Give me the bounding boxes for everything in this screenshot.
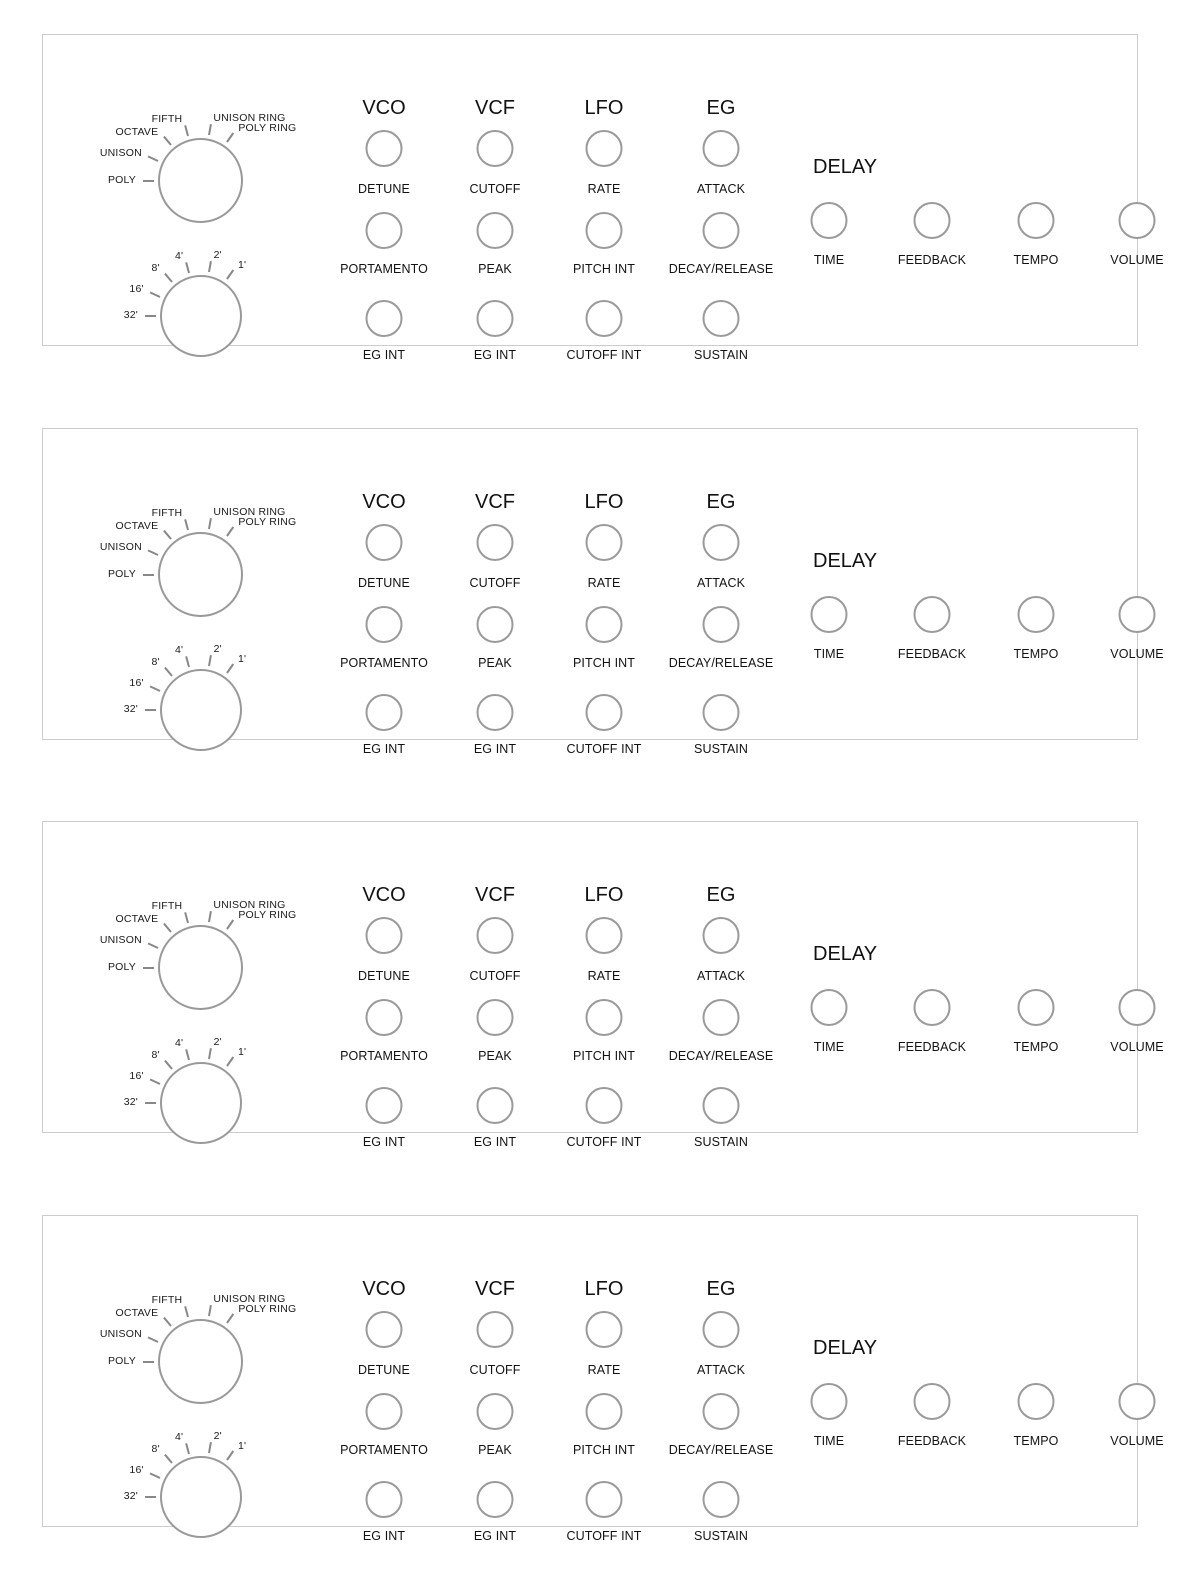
knob-vcf-cutoff[interactable] bbox=[477, 130, 514, 167]
knob-eg-decay-release[interactable] bbox=[703, 1393, 740, 1430]
knob-label-cutoff: CUTOFF bbox=[469, 1363, 521, 1377]
synth-panel bbox=[42, 1215, 1164, 1543]
knob-lfo-rate[interactable] bbox=[586, 524, 623, 561]
knob-label-cutoff: CUTOFF bbox=[469, 182, 521, 196]
knob-label-cutoff-int: CUTOFF INT bbox=[566, 1529, 642, 1543]
section-title-vcf: VCF bbox=[475, 97, 515, 119]
knob-lfo-rate[interactable] bbox=[586, 917, 623, 954]
octave-selector-label: 16' bbox=[129, 283, 144, 296]
octave-selector-tick-0 bbox=[145, 1102, 156, 1104]
knob-label-attack: ATTACK bbox=[696, 576, 746, 590]
knob-label-eg-int: EG INT bbox=[473, 1529, 517, 1543]
section-title-delay: DELAY bbox=[813, 1337, 878, 1359]
knob-eg-decay-release[interactable] bbox=[703, 606, 740, 643]
octave-selector-label: 2' bbox=[213, 642, 222, 655]
octave-selector-tick-0 bbox=[145, 709, 156, 711]
knob-vcf-peak[interactable] bbox=[477, 212, 514, 249]
knob-label-decay-release: DECAY/RELEASE bbox=[668, 1443, 774, 1457]
knob-vcf-eg-int[interactable] bbox=[477, 694, 514, 731]
knob-delay-time[interactable] bbox=[811, 202, 848, 239]
octave-selector-tick-1 bbox=[150, 1472, 161, 1478]
knob-label-pitch-int: PITCH INT bbox=[572, 1049, 636, 1063]
knob-delay-feedback[interactable] bbox=[914, 989, 951, 1026]
knob-label-delay-feedback: FEEDBACK bbox=[897, 1434, 967, 1448]
knob-label-pitch-int: PITCH INT bbox=[572, 1443, 636, 1457]
knob-label-portamento: PORTAMENTO bbox=[340, 1443, 428, 1457]
knob-label-cutoff-int: CUTOFF INT bbox=[566, 742, 642, 756]
octave-selector-group[interactable] bbox=[43, 35, 323, 347]
section-title-delay: DELAY bbox=[813, 943, 878, 965]
octave-selector-label: 32' bbox=[123, 1490, 138, 1502]
octave-selector-tick-5 bbox=[226, 270, 234, 280]
knob-lfo-cutoff-int[interactable] bbox=[586, 1087, 623, 1124]
knob-vcf-cutoff[interactable] bbox=[477, 1311, 514, 1348]
knob-label-portamento: PORTAMENTO bbox=[340, 262, 428, 276]
octave-selector-tick-3 bbox=[186, 1049, 191, 1060]
octave-selector-tick-1 bbox=[150, 685, 161, 691]
knob-lfo-cutoff-int[interactable] bbox=[586, 300, 623, 337]
octave-selector-label: 8' bbox=[151, 656, 160, 669]
voice-mode-selector-label: UNISON bbox=[99, 1328, 142, 1341]
octave-selector-label: 32' bbox=[123, 309, 138, 321]
knob-label-detune: DETUNE bbox=[358, 182, 410, 196]
octave-selector-group[interactable] bbox=[43, 822, 323, 1134]
knob-label-peak: PEAK bbox=[478, 1443, 512, 1457]
voice-mode-selector-label: POLY RING bbox=[238, 1303, 297, 1316]
section-title-vco: VCO bbox=[362, 1278, 406, 1300]
knob-label-peak: PEAK bbox=[478, 262, 512, 276]
voice-mode-selector-label: FIFTH bbox=[151, 113, 183, 126]
octave-selector-label: 1' bbox=[237, 259, 247, 272]
voice-mode-selector-label: FIFTH bbox=[151, 1294, 183, 1307]
knob-lfo-rate[interactable] bbox=[586, 1311, 623, 1348]
voice-mode-selector-label: POLY bbox=[107, 567, 136, 580]
knob-label-decay-release: DECAY/RELEASE bbox=[668, 1049, 774, 1063]
section-title-eg: EG bbox=[706, 884, 736, 906]
voice-mode-selector-label: UNISON RING bbox=[213, 111, 286, 124]
knob-label-sustain: SUSTAIN bbox=[694, 742, 748, 756]
knob-label-delay-feedback: FEEDBACK bbox=[897, 647, 967, 661]
knob-vco-eg-int[interactable] bbox=[366, 694, 403, 731]
knob-delay-feedback[interactable] bbox=[914, 202, 951, 239]
knob-vco-portamento[interactable] bbox=[366, 212, 403, 249]
octave-selector-dial[interactable] bbox=[160, 669, 242, 751]
knob-vcf-cutoff[interactable] bbox=[477, 917, 514, 954]
knob-label-eg-int: EG INT bbox=[362, 742, 406, 756]
section-title-delay: DELAY bbox=[813, 550, 878, 572]
knob-vcf-eg-int[interactable] bbox=[477, 1087, 514, 1124]
octave-selector-group[interactable] bbox=[43, 1216, 323, 1528]
knob-label-delay-tempo: TEMPO bbox=[1013, 253, 1059, 267]
section-title-eg: EG bbox=[706, 97, 736, 119]
knob-label-sustain: SUSTAIN bbox=[694, 1529, 748, 1543]
section-title-lfo: LFO bbox=[584, 97, 624, 119]
voice-mode-selector-label: POLY RING bbox=[238, 516, 297, 529]
octave-selector-tick-0 bbox=[145, 1496, 156, 1498]
octave-selector-label: 4' bbox=[174, 1431, 184, 1444]
knob-label-pitch-int: PITCH INT bbox=[572, 262, 636, 276]
knob-label-rate: RATE bbox=[587, 182, 621, 196]
knob-delay-feedback[interactable] bbox=[914, 596, 951, 633]
octave-selector-group[interactable] bbox=[43, 429, 323, 741]
section-title-vco: VCO bbox=[362, 491, 406, 513]
knob-label-attack: ATTACK bbox=[696, 969, 746, 983]
knob-label-delay-volume: VOLUME bbox=[1110, 1434, 1164, 1448]
knob-label-rate: RATE bbox=[587, 1363, 621, 1377]
knob-vcf-peak[interactable] bbox=[477, 999, 514, 1036]
knob-eg-attack[interactable] bbox=[703, 130, 740, 167]
knob-lfo-rate[interactable] bbox=[586, 130, 623, 167]
knob-label-portamento: PORTAMENTO bbox=[340, 1049, 428, 1063]
knob-label-detune: DETUNE bbox=[358, 576, 410, 590]
knob-label-delay-feedback: FEEDBACK bbox=[897, 253, 967, 267]
knob-vco-detune[interactable] bbox=[366, 130, 403, 167]
knob-label-eg-int: EG INT bbox=[362, 348, 406, 362]
section-title-eg: EG bbox=[706, 1278, 736, 1300]
voice-mode-selector-label: FIFTH bbox=[151, 507, 183, 520]
octave-selector-label: 1' bbox=[237, 653, 247, 666]
knob-eg-attack[interactable] bbox=[703, 1311, 740, 1348]
octave-selector-dial[interactable] bbox=[160, 275, 242, 357]
knob-delay-time[interactable] bbox=[811, 596, 848, 633]
voice-mode-selector-label: UNISON RING bbox=[213, 505, 286, 518]
knob-label-detune: DETUNE bbox=[358, 969, 410, 983]
octave-selector-tick-2 bbox=[164, 666, 173, 676]
knob-eg-sustain[interactable] bbox=[703, 300, 740, 337]
knob-lfo-pitch-int[interactable] bbox=[586, 606, 623, 643]
knob-delay-volume[interactable] bbox=[1119, 989, 1156, 1026]
octave-selector-dial[interactable] bbox=[160, 1456, 242, 1538]
knob-vco-detune[interactable] bbox=[366, 524, 403, 561]
knob-vco-portamento[interactable] bbox=[366, 999, 403, 1036]
knob-vco-eg-int[interactable] bbox=[366, 1087, 403, 1124]
octave-selector-tick-4 bbox=[208, 1442, 212, 1453]
knob-label-eg-int: EG INT bbox=[473, 348, 517, 362]
synth-panel bbox=[42, 34, 1164, 362]
knob-label-cutoff: CUTOFF bbox=[469, 969, 521, 983]
octave-selector-label: 4' bbox=[174, 250, 184, 263]
octave-selector-tick-4 bbox=[208, 655, 212, 666]
knob-label-eg-int: EG INT bbox=[362, 1135, 406, 1149]
knob-label-cutoff: CUTOFF bbox=[469, 576, 521, 590]
knob-eg-attack[interactable] bbox=[703, 917, 740, 954]
knob-label-eg-int: EG INT bbox=[473, 1135, 517, 1149]
octave-selector-tick-2 bbox=[164, 272, 173, 282]
knob-delay-volume[interactable] bbox=[1119, 596, 1156, 633]
octave-selector-tick-5 bbox=[226, 1451, 234, 1461]
octave-selector-tick-3 bbox=[186, 1443, 191, 1454]
octave-selector-label: 8' bbox=[151, 1443, 160, 1456]
section-title-lfo: LFO bbox=[584, 1278, 624, 1300]
voice-mode-selector-label: POLY RING bbox=[238, 122, 297, 135]
knob-label-decay-release: DECAY/RELEASE bbox=[668, 656, 774, 670]
knob-label-rate: RATE bbox=[587, 576, 621, 590]
knob-label-sustain: SUSTAIN bbox=[694, 1135, 748, 1149]
knob-vcf-cutoff[interactable] bbox=[477, 524, 514, 561]
octave-selector-tick-0 bbox=[145, 315, 156, 317]
knob-delay-volume[interactable] bbox=[1119, 202, 1156, 239]
octave-selector-tick-2 bbox=[164, 1059, 173, 1069]
knob-eg-attack[interactable] bbox=[703, 524, 740, 561]
octave-selector-label: 32' bbox=[123, 703, 138, 715]
voice-mode-selector-label: OCTAVE bbox=[115, 912, 159, 925]
knob-label-attack: ATTACK bbox=[696, 1363, 746, 1377]
knob-eg-sustain[interactable] bbox=[703, 694, 740, 731]
octave-selector-tick-3 bbox=[186, 656, 191, 667]
octave-selector-label: 2' bbox=[213, 248, 222, 261]
knob-eg-decay-release[interactable] bbox=[703, 212, 740, 249]
knob-label-delay-time: TIME bbox=[813, 647, 845, 661]
octave-selector-label: 16' bbox=[129, 677, 144, 690]
knob-label-eg-int: EG INT bbox=[362, 1529, 406, 1543]
knob-vco-detune[interactable] bbox=[366, 1311, 403, 1348]
octave-selector-label: 2' bbox=[213, 1035, 222, 1048]
octave-selector-label: 1' bbox=[237, 1440, 247, 1453]
knob-label-delay-tempo: TEMPO bbox=[1013, 1040, 1059, 1054]
knob-label-decay-release: DECAY/RELEASE bbox=[668, 262, 774, 276]
knob-delay-volume[interactable] bbox=[1119, 1383, 1156, 1420]
knob-label-cutoff-int: CUTOFF INT bbox=[566, 348, 642, 362]
voice-mode-selector-label: POLY bbox=[107, 1354, 136, 1367]
knob-delay-time[interactable] bbox=[811, 1383, 848, 1420]
knob-label-delay-volume: VOLUME bbox=[1110, 1040, 1164, 1054]
octave-selector-tick-5 bbox=[226, 664, 234, 674]
knob-lfo-pitch-int[interactable] bbox=[586, 1393, 623, 1430]
octave-selector-label: 16' bbox=[129, 1464, 144, 1477]
knob-delay-tempo[interactable] bbox=[1018, 202, 1055, 239]
section-title-lfo: LFO bbox=[584, 491, 624, 513]
knob-label-attack: ATTACK bbox=[696, 182, 746, 196]
voice-mode-selector-label: POLY bbox=[107, 173, 136, 186]
voice-mode-selector-label: UNISON RING bbox=[213, 898, 286, 911]
knob-vcf-peak[interactable] bbox=[477, 1393, 514, 1430]
octave-selector-tick-1 bbox=[150, 1078, 161, 1084]
octave-selector-tick-4 bbox=[208, 1048, 212, 1059]
octave-selector-label: 16' bbox=[129, 1070, 144, 1083]
voice-mode-selector-label: UNISON bbox=[99, 934, 142, 947]
section-title-vcf: VCF bbox=[475, 1278, 515, 1300]
knob-label-peak: PEAK bbox=[478, 656, 512, 670]
knob-label-delay-tempo: TEMPO bbox=[1013, 1434, 1059, 1448]
voice-mode-selector-label: UNISON bbox=[99, 541, 142, 554]
octave-selector-label: 2' bbox=[213, 1429, 222, 1442]
knob-delay-feedback[interactable] bbox=[914, 1383, 951, 1420]
knob-vco-eg-int[interactable] bbox=[366, 300, 403, 337]
knob-vcf-peak[interactable] bbox=[477, 606, 514, 643]
knob-lfo-pitch-int[interactable] bbox=[586, 212, 623, 249]
knob-lfo-cutoff-int[interactable] bbox=[586, 1481, 623, 1518]
voice-mode-selector-label: POLY RING bbox=[238, 909, 297, 922]
knob-lfo-pitch-int[interactable] bbox=[586, 999, 623, 1036]
voice-mode-selector-label: OCTAVE bbox=[115, 125, 159, 138]
knob-vco-portamento[interactable] bbox=[366, 606, 403, 643]
knob-eg-sustain[interactable] bbox=[703, 1481, 740, 1518]
section-title-vco: VCO bbox=[362, 884, 406, 906]
voice-mode-selector-label: UNISON bbox=[99, 147, 142, 160]
knob-label-delay-time: TIME bbox=[813, 253, 845, 267]
knob-label-rate: RATE bbox=[587, 969, 621, 983]
section-title-eg: EG bbox=[706, 491, 736, 513]
knob-label-cutoff-int: CUTOFF INT bbox=[566, 1135, 642, 1149]
synth-panel bbox=[42, 821, 1164, 1149]
voice-mode-selector-label: FIFTH bbox=[151, 900, 183, 913]
octave-selector-label: 8' bbox=[151, 262, 160, 275]
section-title-lfo: LFO bbox=[584, 884, 624, 906]
knob-delay-tempo[interactable] bbox=[1018, 1383, 1055, 1420]
knob-vco-eg-int[interactable] bbox=[366, 1481, 403, 1518]
octave-selector-label: 8' bbox=[151, 1049, 160, 1062]
octave-selector-dial[interactable] bbox=[160, 1062, 242, 1144]
knob-label-detune: DETUNE bbox=[358, 1363, 410, 1377]
knob-vco-detune[interactable] bbox=[366, 917, 403, 954]
knob-label-delay-feedback: FEEDBACK bbox=[897, 1040, 967, 1054]
knob-label-peak: PEAK bbox=[478, 1049, 512, 1063]
voice-mode-selector-label: POLY bbox=[107, 960, 136, 973]
octave-selector-tick-5 bbox=[226, 1057, 234, 1067]
octave-selector-label: 4' bbox=[174, 644, 184, 657]
octave-selector-tick-1 bbox=[150, 291, 161, 297]
knob-label-sustain: SUSTAIN bbox=[694, 348, 748, 362]
knob-vcf-eg-int[interactable] bbox=[477, 1481, 514, 1518]
knob-label-delay-time: TIME bbox=[813, 1040, 845, 1054]
knob-eg-decay-release[interactable] bbox=[703, 999, 740, 1036]
octave-selector-label: 4' bbox=[174, 1037, 184, 1050]
knob-delay-tempo[interactable] bbox=[1018, 596, 1055, 633]
knob-label-delay-time: TIME bbox=[813, 1434, 845, 1448]
octave-selector-label: 1' bbox=[237, 1046, 247, 1059]
voice-mode-selector-label: UNISON RING bbox=[213, 1292, 286, 1305]
knob-vcf-eg-int[interactable] bbox=[477, 300, 514, 337]
octave-selector-tick-3 bbox=[186, 262, 191, 273]
octave-selector-tick-4 bbox=[208, 261, 212, 272]
knob-label-delay-volume: VOLUME bbox=[1110, 253, 1164, 267]
voice-mode-selector-label: OCTAVE bbox=[115, 519, 159, 532]
knob-vco-portamento[interactable] bbox=[366, 1393, 403, 1430]
knob-label-pitch-int: PITCH INT bbox=[572, 656, 636, 670]
knob-label-eg-int: EG INT bbox=[473, 742, 517, 756]
knob-eg-sustain[interactable] bbox=[703, 1087, 740, 1124]
voice-mode-selector-label: OCTAVE bbox=[115, 1306, 159, 1319]
knob-lfo-cutoff-int[interactable] bbox=[586, 694, 623, 731]
octave-selector-tick-2 bbox=[164, 1453, 173, 1463]
knob-label-portamento: PORTAMENTO bbox=[340, 656, 428, 670]
knob-delay-time[interactable] bbox=[811, 989, 848, 1026]
knob-delay-tempo[interactable] bbox=[1018, 989, 1055, 1026]
section-title-delay: DELAY bbox=[813, 156, 878, 178]
section-title-vcf: VCF bbox=[475, 491, 515, 513]
section-title-vcf: VCF bbox=[475, 884, 515, 906]
octave-selector-label: 32' bbox=[123, 1096, 138, 1108]
knob-label-delay-tempo: TEMPO bbox=[1013, 647, 1059, 661]
synth-panel bbox=[42, 428, 1164, 756]
section-title-vco: VCO bbox=[362, 97, 406, 119]
knob-label-delay-volume: VOLUME bbox=[1110, 647, 1164, 661]
